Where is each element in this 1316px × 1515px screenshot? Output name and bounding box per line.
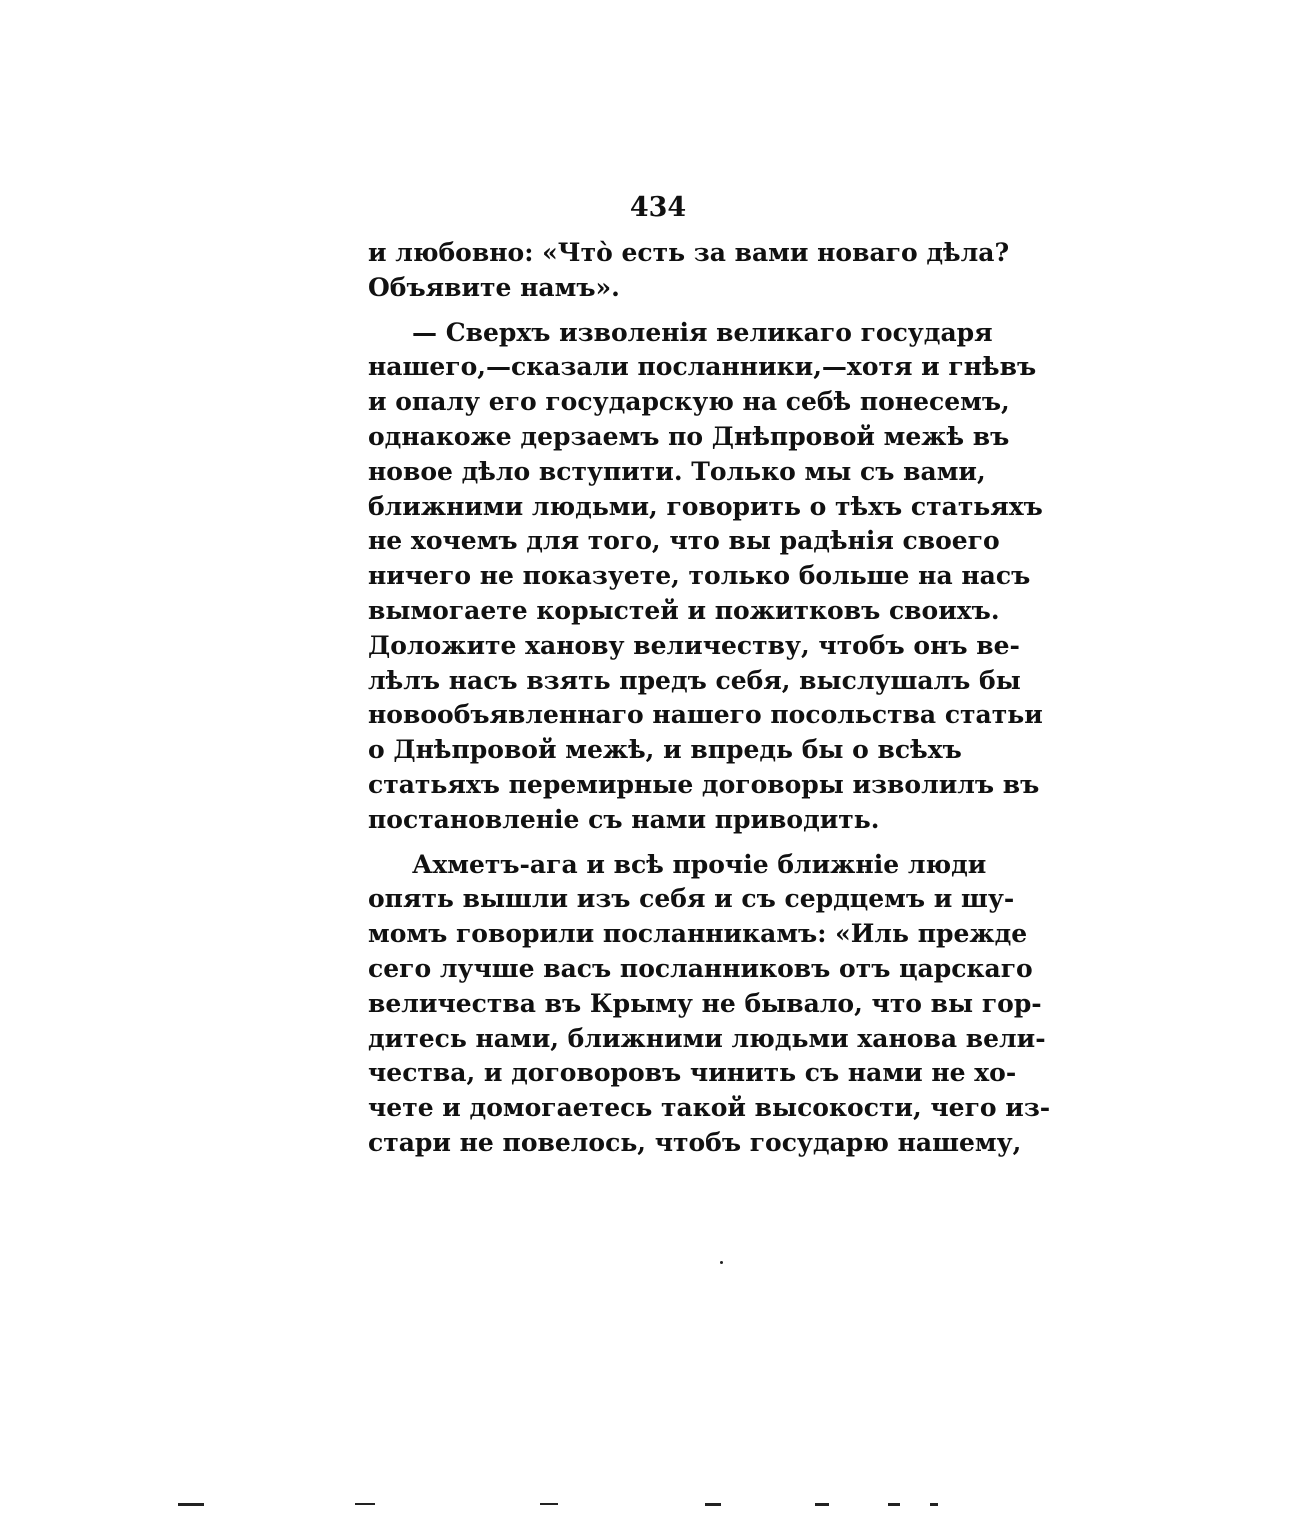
scan-edge-mark bbox=[705, 1503, 721, 1506]
text-line: Объявите намъ». bbox=[368, 272, 620, 302]
text-line: и опалу его государскую на себѣ понесемъ, bbox=[368, 387, 1010, 417]
text-line: дитесь нами, ближними людьми ханова вели- bbox=[368, 1023, 1046, 1053]
scan-edge-mark bbox=[540, 1503, 558, 1505]
text-line: новообъявленнаго нашего посольства статьи bbox=[368, 700, 1043, 730]
scan-edge-mark bbox=[178, 1503, 204, 1506]
text-line: не хочемъ для того, что вы радѣнія своего bbox=[368, 526, 1000, 556]
text-line: нашего,—сказали посланники,—хотя и гнѣвъ bbox=[368, 352, 1037, 382]
scan-edge-mark bbox=[355, 1503, 375, 1505]
text-line: новое дѣло вступити. Только мы съ вами, bbox=[368, 456, 986, 486]
page-number: 434 bbox=[629, 192, 687, 223]
text-line: постановленіе съ нами приводить. bbox=[368, 804, 880, 834]
text-line: Ахметъ-ага и всѣ прочіе ближніе люди bbox=[412, 849, 987, 879]
text-line: Доложите ханову величеству, чтобъ онъ ве- bbox=[368, 630, 1020, 660]
text-line: статьяхъ перемирные договоры изволилъ въ bbox=[368, 769, 1040, 799]
text-line: однакоже дерзаемъ по Днѣпровой межѣ въ bbox=[368, 421, 1010, 451]
text-line: стари не повелось, чтобъ государю нашему, bbox=[368, 1127, 1022, 1157]
text-line: чете и домогаетесь такой высокости, чего из- bbox=[368, 1093, 1051, 1123]
text-line: ничего не показуете, только больше на насъ bbox=[368, 561, 1031, 591]
scan-edge-mark bbox=[815, 1503, 829, 1506]
body-text bbox=[368, 236, 1051, 1161]
text-line: опять вышли изъ себя и съ сердцемъ и шу- bbox=[368, 884, 1015, 914]
scan-edge-mark bbox=[888, 1503, 900, 1506]
text-line: и любовно: «Чтò есть за вами новаго дѣла? bbox=[368, 238, 1010, 267]
scan-edge-mark bbox=[930, 1503, 938, 1506]
text-line: величества въ Крыму не бывало, что вы гор- bbox=[368, 988, 1042, 1018]
text-line: лѣлъ насъ взять предъ себя, выслушалъ бы bbox=[368, 665, 1021, 695]
text-line: о Днѣпровой межѣ, и впредь бы о всѣхъ bbox=[368, 735, 962, 765]
text-line: сего лучше васъ посланниковъ отъ царскаго bbox=[368, 953, 1033, 983]
text-line: вымогаете корыстей и пожитковъ своихъ. bbox=[368, 595, 1000, 625]
text-line: — Сверхъ изволенія великаго государя bbox=[412, 317, 993, 347]
text-line: ближними людьми, говорить о тѣхъ статьяхъ bbox=[368, 491, 1043, 521]
text-line: момъ говорили посланникамъ: «Иль прежде bbox=[368, 919, 1028, 949]
stray-dot bbox=[720, 1261, 723, 1264]
text-line: чества, и договоровъ чинить съ нами не хо- bbox=[368, 1058, 1017, 1088]
